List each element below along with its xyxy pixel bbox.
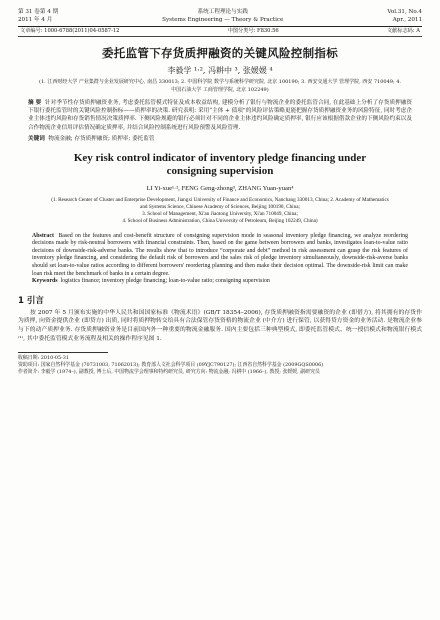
article-number: 文章编号: 1000-6788(2011)04-0587-12: [20, 28, 120, 34]
chinese-keywords: [18, 134, 422, 142]
document-code: 文献标志码: A: [386, 28, 420, 34]
chinese-authors: 李毅学 ¹·², 冯耕中 ³, 张媛媛 ⁴: [167, 66, 273, 75]
english-abstract: [18, 233, 422, 279]
english-keywords-text: logistics finance; inventory pledge financing; loan-to-value ratio; consigning supervision: [60, 278, 270, 285]
english-title: Key risk control indicator of inventory pledge financing under consigning supervision: [73, 151, 367, 178]
english-affiliation-line: 4. School of Business Administration, China University of Petroleum, Beijing 102249, China): [122, 218, 318, 225]
chinese-abstract-label: 摘 要: [28, 100, 42, 106]
chinese-keywords-text: 物流金融; 存货质押融资; 质押率; 委托监管: [48, 135, 155, 142]
english-authors: LI Yi-xue¹·², FENG Geng-zhong³, ZHANG Yuan-yuan⁴: [146, 184, 294, 192]
header-left: 第 31 卷第 4 期 2011 年 4 月: [18, 9, 59, 23]
english-keywords: [18, 278, 422, 286]
footnote: [18, 355, 422, 376]
english-affiliation-line: (1. Research Center of Cluster and Enterprise Development, Jiangxi University of Finance and Economics, Nanchang 330013, China; 2. Academy of Mathematics and Systems Science, Chinese Academy of Sciences, Beijing 100190, China;: [51, 196, 389, 211]
header-center: 系统工程理论与实践 Systems Engineering — Theory & Practice: [162, 9, 284, 23]
meta-rule: [18, 36, 422, 37]
chinese-abstract-text: 针对季节性存货质押融资业务, 考虑委托监管模式特征及成本收益结构, 建模分析了银行与物流企业的委托监管合同, 在此基础上分析了存货质押融资下银行委托监管时的关键风险控制指标——质押率的决策. 研究表明: 采用“主体 + 债项”的风险评估策略更能把握存货质押融资业务的风险特征, 同时考虑企业主体违约风险和存货销售情况决策质押率. 下侧风险规避的银行必须针对不同的企业主体违约风险确定质押率, 银行应该根据借款企业的下侧风险约束以及合作物流企业信用评估情况确定质押率, 并结合风险控制系统进行风险预警及风险管理.: [28, 100, 413, 131]
english-affiliation-line: 3. School of Management, Xi'an Jiaotong University, Xi'an 710049, China;: [142, 211, 298, 218]
chinese-keywords-label: 关键词: [28, 135, 45, 142]
chinese-abstract: [18, 99, 422, 132]
english-abstract-text: Based on the features and cost-benefit structure of consigning supervision mode in seasonal inventory pledge financing, we analyze reordering decisions made by risk-neutral borrowers with financial constraints. Then, based on the game between borrowers and banks, investigates loan-to-value ratio decisions of downside-risk-adverse banks. The results show that to introduce “corporate and debt” method in risk assessment can grasp the risk features of inventory pledge financing, and considering the default risk of borrowers and the sales risk of pledge inventory simultaneously, downside-risk-averse banks should set loan-to-value ratios according to different borrowers' reordering planning and then make their decision optimal. The downside-risk limit can make loan risk meet the benchmark of banks in a certain degree.: [32, 232, 408, 277]
introduction-paragraph: 按 2007 年 5 月颁布实施的中华人民共和国国家标准《物流术语》(GB/T 18354–2006), 存货质押融资指需要融资的企业 (即借方), 将其拥有的存货作为质押, 向资金提供企业 (即贷方) 出质, 同时将质押物转交给具有合法保管存货资格的物流企业 (中介方) 进行保管, 以获得贷方资金的业务活动. 是物流企业参与下的动产质押业务. 存货质押融资业务是目前国内外一种重要的物流金融服务. 国内主要包括三种典型模式, 即委托监管模式、统一授信模式和物流银行模式 ⁽¹⁾, 其中委托监管模式业务流程及相关的操作程序见图 1.: [18, 309, 422, 342]
footnote-received: 收稿日期: 2010-05-31: [18, 355, 69, 362]
chinese-title: 委托监管下存货质押融资的关键风险控制指标: [102, 46, 338, 60]
english-keywords-label: Keywords: [32, 278, 58, 285]
footnote-rule: [18, 352, 108, 353]
chinese-affiliations: (1. 江西财经大学 产业集群与企业发展研究中心, 南昌 330013; 2. 中国科学院 数学与系统科学研究院, 北京 100190; 3. 西安交通大学 管理学院, 西安 710049; 4. 中国石油大学 工商管理学院, 北京 102249): [39, 79, 401, 93]
footnote-fund: 资助项目: 国家自然科学基金 (70731003, 71062013); 教育部人文社会科学项目 (09YJC790127); 江西省自然科学基金 (2009GQS0006): [18, 362, 324, 369]
english-affiliations: [18, 197, 422, 226]
running-header: [18, 8, 422, 24]
section-heading-introduction: 1 引言: [18, 295, 44, 306]
article-meta: [18, 27, 422, 36]
header-right: Vol.31, No.4 Apr., 2011: [387, 9, 422, 23]
footnote-author: 作者简介: 李毅学 (1974–), 副教授, 博士后, 中国物流学会理事和特约研究员, 研究方向: 物流金融; 冯耕中 (1966–), 教授; 张媛媛, 副研究员: [18, 369, 320, 376]
clc-number: 中图分类号: F830.56: [227, 28, 279, 34]
english-abstract-label: Abstract: [32, 232, 54, 239]
